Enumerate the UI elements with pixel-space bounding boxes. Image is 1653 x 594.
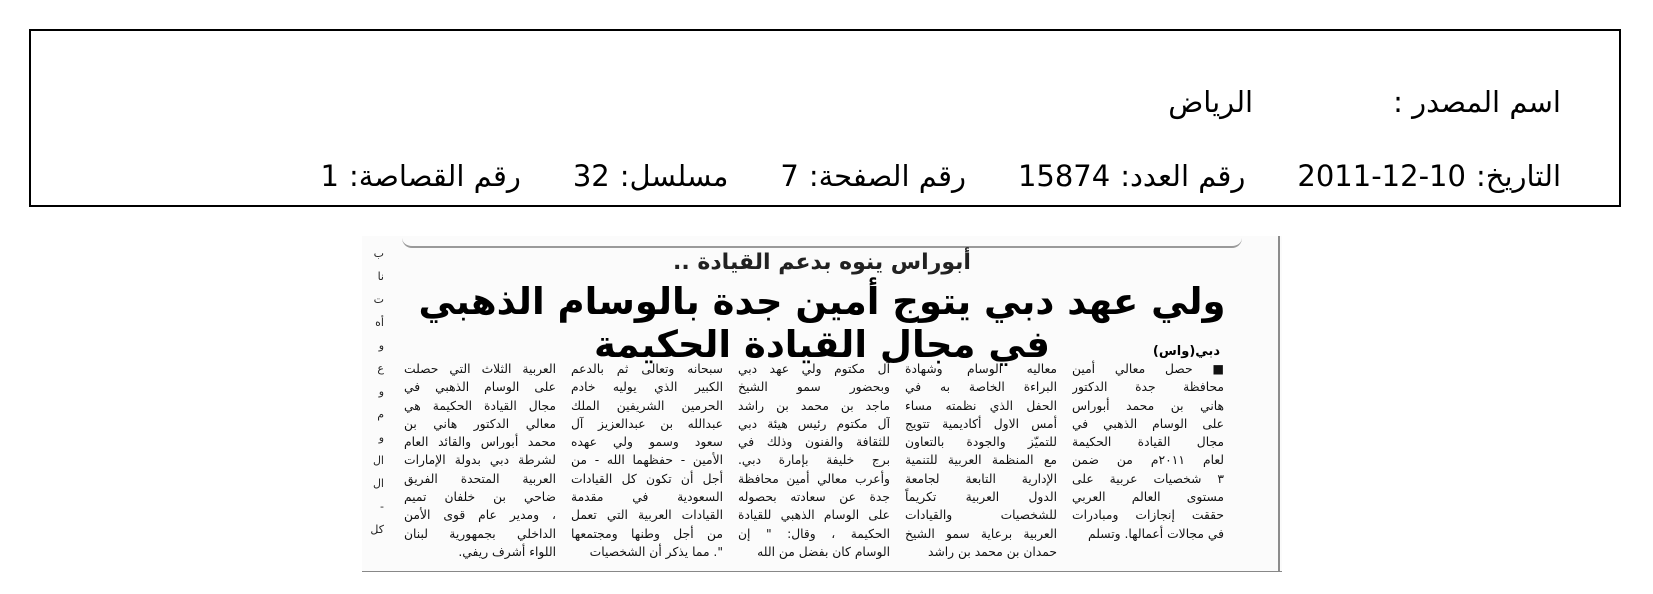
fragment-line: كل — [370, 523, 384, 536]
article-line: الإدارية التابعة لجامعة — [905, 471, 1057, 486]
fragment-line: ع — [377, 362, 384, 375]
article-line: سبحانه وتعالى ثم بالدعم — [571, 362, 723, 376]
article-line: مجال القيادة الحكيمة هي — [404, 398, 556, 413]
serial-value: 32 — [572, 159, 610, 193]
article-line: السعودية في مقدمة — [571, 490, 723, 505]
fragment-line: و — [378, 431, 384, 444]
article-line: معالي الدكتور هاني بن — [404, 416, 556, 431]
article-line: آل مكتوم ولي عهد دبي — [738, 362, 890, 376]
article-line: القيادات العربية التي تعمل — [571, 508, 723, 523]
article-line: حمدان بن محمد بن راشد — [927, 544, 1057, 559]
article-line: معاليه الوسام وشهادة — [905, 362, 1057, 376]
fragment-line: أه — [375, 316, 384, 329]
article-line: العربية المتحدة الفريق — [404, 471, 556, 486]
article-line: العربية برعاية سمو الشيخ — [905, 526, 1057, 541]
article-line: لشرطة دبي بدولة الإمارات — [404, 453, 556, 468]
article-line: ■ حصل معالي أمين — [1072, 362, 1224, 376]
article-line: آل مكتوم رئيس هيئة دبي — [738, 416, 890, 431]
article-line: مع المنظمة العربية للتنمية — [905, 453, 1057, 468]
article-line: لعام ٢٠١١م من ضمن — [1072, 453, 1224, 468]
article-line: ماجد بن محمد بن راشد — [738, 398, 890, 413]
article-line: الداخلي بجمهورية لبنان — [404, 526, 556, 541]
source-info-box — [29, 29, 1621, 207]
article-line: على الوسام الذهبي للقيادة — [738, 508, 890, 523]
date-value: 2011-12-10 — [1297, 159, 1466, 193]
article-line: هاني بن محمد أبوراس — [1072, 398, 1224, 413]
article-line: الحفل الذي نظمته مساء — [905, 398, 1057, 413]
bottom-rule — [362, 571, 1282, 572]
article-kicker: أبوراس ينوه بدعم القيادة .. — [673, 250, 971, 275]
article-line: ". مما يذكر أن الشخصيات — [589, 544, 723, 559]
article-line: ، ومدير عام قوى الأمن — [404, 508, 556, 523]
fragment-line: ال — [372, 477, 384, 490]
issue-field — [1018, 159, 1245, 193]
article-line: مجال القيادة الحكيمة — [1072, 435, 1224, 450]
article-line: الحرمين الشريفين الملك — [571, 398, 723, 413]
article-line: برج خليفة بإمارة دبي. — [738, 453, 890, 468]
adjacent-column-fragment — [362, 242, 384, 541]
article-line: محافظة جدة الدكتور — [1072, 380, 1224, 395]
fragment-line: نا — [377, 270, 384, 283]
page-label: رقم الصفحة: — [808, 159, 966, 193]
article-headline: ولي عهد دبي يتوج أمين جدة بالوسام الذهبي في مجال القيادة الحكيمة — [418, 280, 1226, 366]
article-line: الكبير الذي يوليه خادم — [571, 380, 723, 395]
page-value: 7 — [780, 159, 799, 193]
article-column-5 — [404, 360, 556, 568]
article-line: عبدالله بن عبدالعزيز آل — [571, 416, 723, 431]
top-rule — [402, 236, 1242, 248]
serial-field — [573, 159, 729, 193]
article-line: البراءة الخاصة به في — [905, 380, 1057, 395]
article-line: للثقافة والفنون وذلك في — [738, 435, 890, 450]
fragment-line: ت — [373, 293, 384, 306]
fragment-line: - — [380, 500, 384, 513]
article-column-3 — [738, 360, 890, 568]
article-column-4 — [571, 360, 723, 568]
article-line: على الوسام الذهبي في — [404, 380, 556, 395]
issue-label: رقم العدد: — [1120, 159, 1246, 193]
article-column-2 — [905, 360, 1057, 568]
article-line: من أجل وطنها ومجتمعها — [571, 526, 723, 541]
clip-label: رقم القصاصة: — [348, 159, 521, 193]
article-line: مستوى العالم العربي — [1072, 490, 1224, 505]
article-line: أمس الاول أكاديمية تتويج — [905, 416, 1057, 431]
source-label: اسم المصدر : — [1393, 85, 1561, 119]
article-column-1 — [1072, 360, 1224, 568]
issue-value: 15874 — [1017, 159, 1111, 193]
date-field — [1297, 159, 1561, 193]
article-line: الأمين - حفظهما الله - من — [571, 453, 723, 468]
right-border — [1278, 236, 1280, 572]
date-label: التاريخ: — [1475, 159, 1561, 193]
article-line: العربية الثلاث التي حصلت — [404, 362, 556, 376]
article-dateline: دبي(واس) — [1152, 344, 1220, 359]
article-line: الوسام كان بفضل من الله — [757, 544, 890, 559]
fragment-line: و — [378, 385, 384, 398]
fragment-line: ال — [372, 454, 384, 467]
serial-label: مسلسل: — [619, 159, 729, 193]
source-row — [1168, 85, 1561, 119]
article-body — [404, 360, 1224, 568]
article-line: للتميّز والجودة بالتعاون — [905, 435, 1057, 450]
article-line: وأعرب معالي أمين محافظة — [738, 471, 890, 486]
metadata-row — [269, 159, 1562, 193]
article-line: جدة عن سعادته بحصوله — [738, 490, 890, 505]
source-value: الرياض — [1168, 85, 1254, 119]
fragment-line: و — [378, 339, 384, 352]
article-line: للشخصيات والقيادات — [905, 508, 1057, 523]
page-field — [780, 159, 966, 193]
article-line: الدول العربية تكريماً — [905, 490, 1057, 505]
article-line: حققت إنجازات ومبادرات — [1072, 508, 1224, 523]
fragment-line: ب — [373, 247, 384, 260]
article-line: في مجالات أعمالها. وتسلم — [1088, 526, 1224, 541]
article-line: ضاحي بن خلفان تميم — [404, 490, 556, 505]
clip-value: 1 — [320, 159, 339, 193]
article-line: ٣ شخصيات عربية على — [1072, 471, 1224, 486]
article-line: محمد أبوراس والقائد العام — [404, 435, 556, 450]
clip-field — [321, 159, 521, 193]
article-line: سعود وسمو ولي عهده — [571, 435, 723, 450]
article-line: الحكيمة ، وقال: " إن — [738, 526, 890, 541]
article-line: اللواء أشرف ريفي. — [458, 544, 556, 559]
newspaper-clipping — [362, 236, 1282, 572]
article-line: أجل أن تكون كل القيادات — [571, 471, 723, 486]
article-line: على الوسام الذهبي في — [1072, 416, 1224, 431]
fragment-line: م — [377, 408, 384, 421]
article-line: وبحضور سمو الشيخ — [738, 380, 890, 395]
